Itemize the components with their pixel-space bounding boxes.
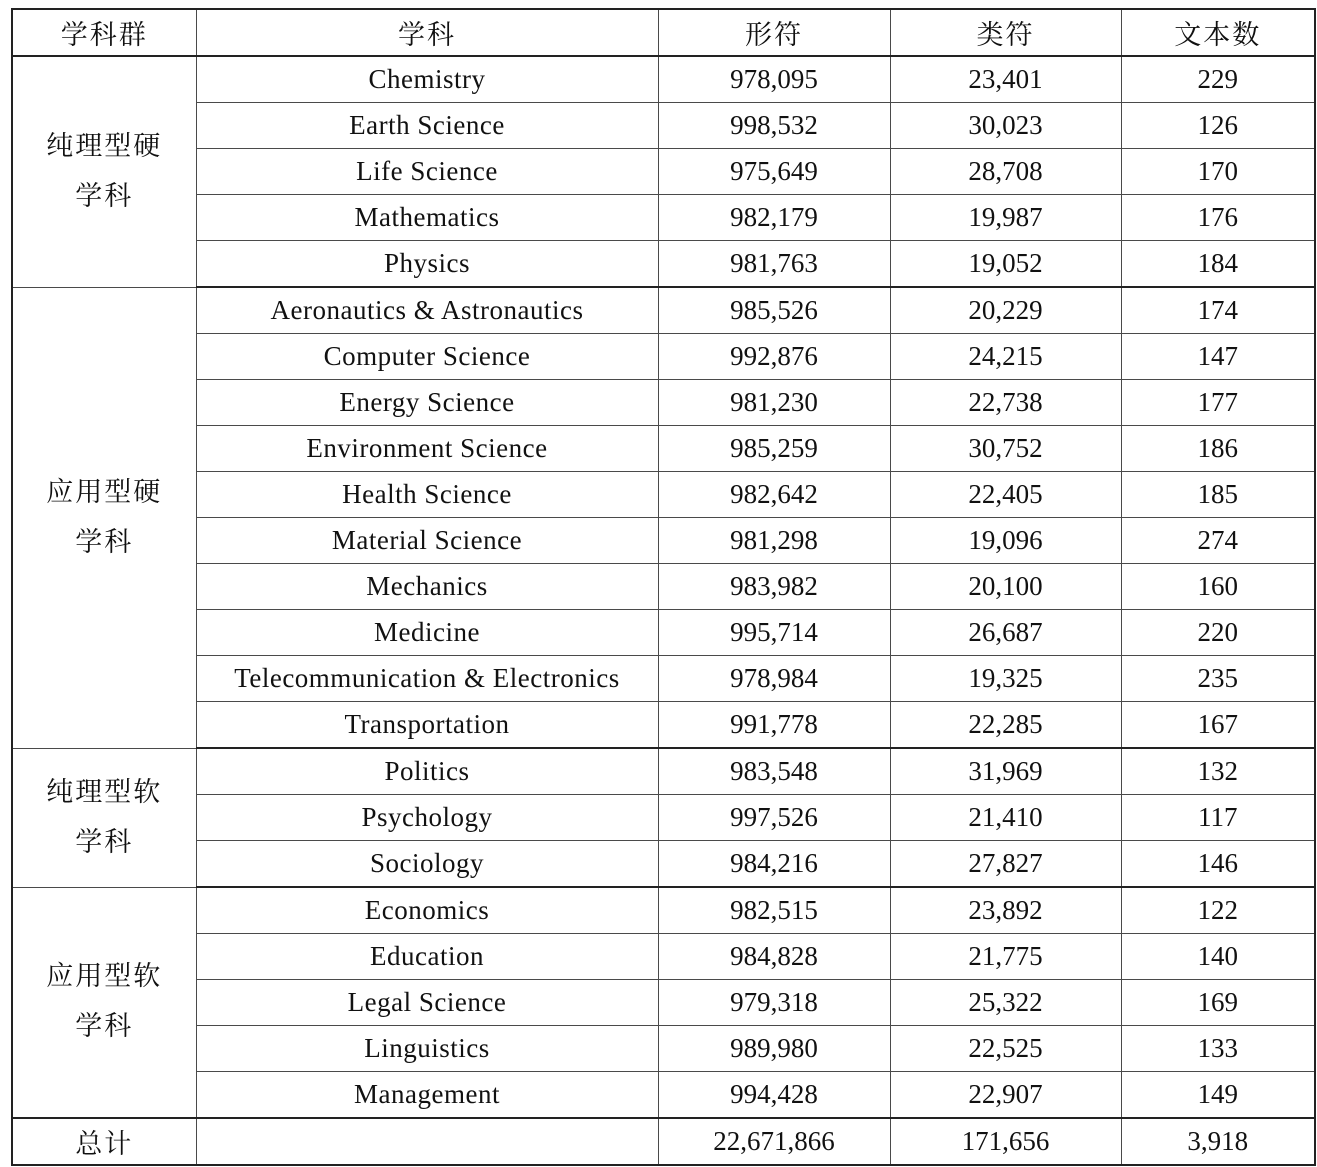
discipline-group-cell: [12, 887, 196, 1118]
texts-cell: 229: [1121, 56, 1315, 103]
table-row: [12, 287, 1315, 334]
texts-cell: 186: [1121, 426, 1315, 472]
subject-cell: Legal Science: [196, 980, 658, 1026]
header-row: [12, 9, 1315, 56]
header-texts: 文本数: [1121, 9, 1315, 56]
total-types-cell: 171,656: [890, 1118, 1121, 1165]
texts-cell: 169: [1121, 980, 1315, 1026]
types-cell: 20,229: [890, 287, 1121, 334]
types-cell: 22,738: [890, 380, 1121, 426]
types-cell: 22,285: [890, 702, 1121, 749]
table-row: [12, 334, 1315, 380]
subject-cell: Politics: [196, 748, 658, 795]
tokens-cell: 978,984: [658, 656, 890, 702]
group-name-line1: 纯理型软: [46, 776, 163, 808]
types-cell: 19,052: [890, 241, 1121, 288]
group-name-line2: 学科: [75, 1011, 134, 1043]
subject-cell: Economics: [196, 887, 658, 934]
types-cell: 27,827: [890, 841, 1121, 888]
types-cell: 30,752: [890, 426, 1121, 472]
texts-cell: 160: [1121, 564, 1315, 610]
table-row: [12, 1072, 1315, 1119]
subject-cell: Earth Science: [196, 103, 658, 149]
table-row: [12, 1026, 1315, 1072]
tokens-cell: 994,428: [658, 1072, 890, 1119]
table-row: [12, 518, 1315, 564]
tokens-cell: 985,526: [658, 287, 890, 334]
subject-cell: Computer Science: [196, 334, 658, 380]
table-row: [12, 702, 1315, 749]
table-row: [12, 426, 1315, 472]
tokens-cell: 995,714: [658, 610, 890, 656]
subject-cell: Telecommunication & Electronics: [196, 656, 658, 702]
tokens-cell: 975,649: [658, 149, 890, 195]
table-row: [12, 195, 1315, 241]
subject-cell: Energy Science: [196, 380, 658, 426]
tokens-cell: 991,778: [658, 702, 890, 749]
table-row: [12, 656, 1315, 702]
types-cell: 22,525: [890, 1026, 1121, 1072]
subject-cell: Health Science: [196, 472, 658, 518]
tokens-cell: 981,298: [658, 518, 890, 564]
texts-cell: 177: [1121, 380, 1315, 426]
total-subject-cell: [196, 1118, 658, 1165]
total-label-cell: 总计: [12, 1118, 196, 1165]
tokens-cell: 983,548: [658, 748, 890, 795]
subject-cell: Chemistry: [196, 56, 658, 103]
texts-cell: 174: [1121, 287, 1315, 334]
types-cell: 25,322: [890, 980, 1121, 1026]
texts-cell: 235: [1121, 656, 1315, 702]
tokens-cell: 985,259: [658, 426, 890, 472]
table-row: [12, 980, 1315, 1026]
texts-cell: 140: [1121, 934, 1315, 980]
table-body: [12, 56, 1315, 1165]
total-texts-cell: 3,918: [1121, 1118, 1315, 1165]
tokens-cell: 983,982: [658, 564, 890, 610]
table-row: [12, 472, 1315, 518]
discipline-group-cell: [12, 748, 196, 887]
subject-cell: Education: [196, 934, 658, 980]
table-row: [12, 841, 1315, 888]
table-row: [12, 887, 1315, 934]
tokens-cell: 984,216: [658, 841, 890, 888]
texts-cell: 117: [1121, 795, 1315, 841]
subject-cell: Environment Science: [196, 426, 658, 472]
types-cell: 24,215: [890, 334, 1121, 380]
tokens-cell: 992,876: [658, 334, 890, 380]
subject-cell: Physics: [196, 241, 658, 288]
subject-cell: Mechanics: [196, 564, 658, 610]
tokens-cell: 981,763: [658, 241, 890, 288]
table-row: [12, 564, 1315, 610]
table-row: [12, 56, 1315, 103]
table-row: [12, 748, 1315, 795]
types-cell: 21,410: [890, 795, 1121, 841]
subject-cell: Mathematics: [196, 195, 658, 241]
texts-cell: 220: [1121, 610, 1315, 656]
tokens-cell: 982,642: [658, 472, 890, 518]
header-tokens: 形符: [658, 9, 890, 56]
subject-cell: Aeronautics & Astronautics: [196, 287, 658, 334]
corpus-statistics-table: [11, 8, 1316, 1166]
texts-cell: 132: [1121, 748, 1315, 795]
discipline-group-cell: [12, 287, 196, 748]
subject-cell: Life Science: [196, 149, 658, 195]
texts-cell: 146: [1121, 841, 1315, 888]
total-row: [12, 1118, 1315, 1165]
texts-cell: 133: [1121, 1026, 1315, 1072]
tokens-cell: 981,230: [658, 380, 890, 426]
tokens-cell: 982,515: [658, 887, 890, 934]
texts-cell: 122: [1121, 887, 1315, 934]
types-cell: 19,987: [890, 195, 1121, 241]
tokens-cell: 997,526: [658, 795, 890, 841]
tokens-cell: 978,095: [658, 56, 890, 103]
table-row: [12, 610, 1315, 656]
tokens-cell: 982,179: [658, 195, 890, 241]
texts-cell: 126: [1121, 103, 1315, 149]
tokens-cell: 979,318: [658, 980, 890, 1026]
subject-cell: Medicine: [196, 610, 658, 656]
types-cell: 22,405: [890, 472, 1121, 518]
types-cell: 23,892: [890, 887, 1121, 934]
texts-cell: 185: [1121, 472, 1315, 518]
types-cell: 19,096: [890, 518, 1121, 564]
tokens-cell: 998,532: [658, 103, 890, 149]
table-row: [12, 241, 1315, 288]
subject-cell: Material Science: [196, 518, 658, 564]
table-container: [11, 8, 1314, 1166]
types-cell: 23,401: [890, 56, 1121, 103]
types-cell: 21,775: [890, 934, 1121, 980]
header-subject: 学科: [196, 9, 658, 56]
types-cell: 26,687: [890, 610, 1121, 656]
types-cell: 28,708: [890, 149, 1121, 195]
group-name-line1: 应用型硬: [46, 476, 163, 508]
texts-cell: 170: [1121, 149, 1315, 195]
group-name-line2: 学科: [75, 526, 134, 558]
texts-cell: 149: [1121, 1072, 1315, 1119]
types-cell: 19,325: [890, 656, 1121, 702]
table-row: [12, 934, 1315, 980]
texts-cell: 274: [1121, 518, 1315, 564]
texts-cell: 167: [1121, 702, 1315, 749]
subject-cell: Management: [196, 1072, 658, 1119]
types-cell: 20,100: [890, 564, 1121, 610]
subject-cell: Psychology: [196, 795, 658, 841]
subject-cell: Transportation: [196, 702, 658, 749]
discipline-group-cell: [12, 56, 196, 287]
types-cell: 22,907: [890, 1072, 1121, 1119]
total-tokens-cell: 22,671,866: [658, 1118, 890, 1165]
tokens-cell: 984,828: [658, 934, 890, 980]
texts-cell: 147: [1121, 334, 1315, 380]
group-name-line1: 纯理型硬: [46, 130, 163, 162]
tokens-cell: 989,980: [658, 1026, 890, 1072]
types-cell: 30,023: [890, 103, 1121, 149]
table-row: [12, 103, 1315, 149]
group-name-line2: 学科: [75, 180, 134, 212]
table-row: [12, 149, 1315, 195]
table-row: [12, 795, 1315, 841]
table-row: [12, 380, 1315, 426]
group-name-line1: 应用型软: [46, 961, 163, 993]
subject-cell: Linguistics: [196, 1026, 658, 1072]
header-types: 类符: [890, 9, 1121, 56]
types-cell: 31,969: [890, 748, 1121, 795]
texts-cell: 176: [1121, 195, 1315, 241]
group-name-line2: 学科: [75, 826, 134, 858]
subject-cell: Sociology: [196, 841, 658, 888]
texts-cell: 184: [1121, 241, 1315, 288]
header-group: 学科群: [12, 9, 196, 56]
